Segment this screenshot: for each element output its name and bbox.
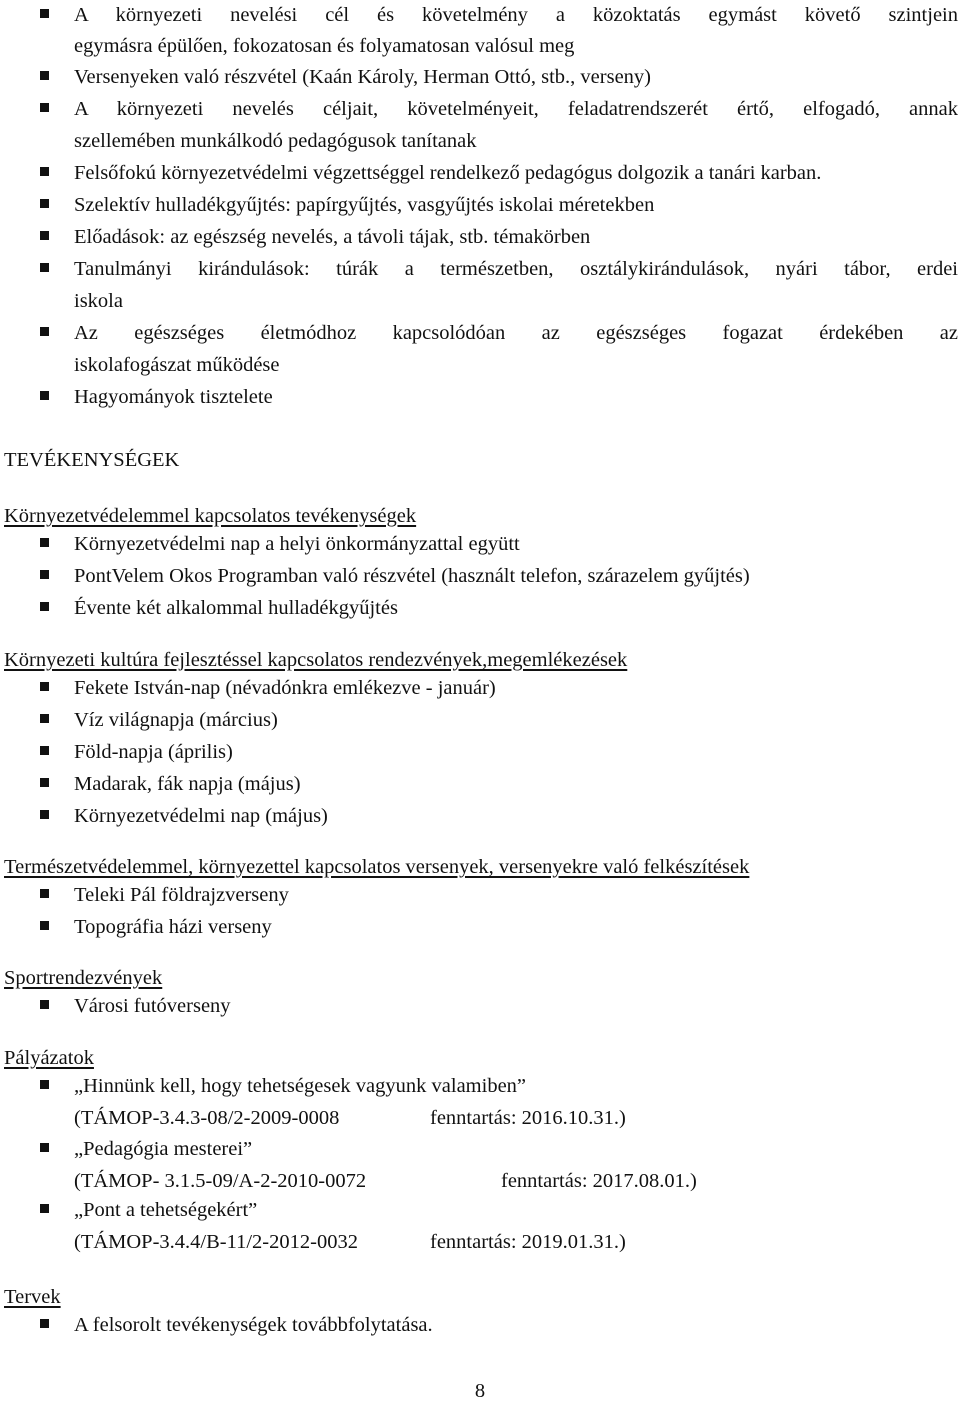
grant-code: (TÁMOP-3.4.4/B-11/2-2012-0032: [74, 1231, 358, 1253]
grant-code: (TÁMOP-3.4.3-08/2-2009-0008: [74, 1107, 340, 1129]
list-item: A felsorolt tevékenységek továbbfolytatása.: [0, 1312, 960, 1344]
list-item: [0, 224, 960, 256]
subsection-title: Környezeti kultúra fejlesztéssel kapcsolatos rendezvények,megemlékezések: [4, 649, 628, 671]
subsection-title: Pályázatok: [4, 1047, 94, 1069]
list-item: [0, 64, 960, 96]
grant-code: (TÁMOP- 3.1.5-09/A-2-2010-0072: [74, 1170, 367, 1192]
list-item: Víz világnapja (március): [0, 707, 960, 739]
list-item: Környezetvédelmi nap a helyi önkormányzattal együtt: [0, 531, 960, 563]
bullet-icon: [40, 9, 49, 18]
grant-name: „Hinnünk kell, hogy tehetségesek vagyunk valamiben”: [74, 1075, 527, 1097]
list-item-continuation: szellemében munkálkodó pedagógusok tanítanak: [74, 130, 477, 152]
list-item: Városi futóverseny: [0, 993, 960, 1025]
page-number: 8: [474, 1380, 486, 1402]
grant-deadline: fenntartás: 2019.01.31.): [430, 1231, 626, 1253]
subsection-title: Természetvédelemmel, környezettel kapcsolatos versenyek, versenyekre való felkészítések: [4, 856, 750, 878]
list-item: Fekete István-nap (névadónkra emlékezve - január): [0, 675, 960, 707]
list-item: [0, 384, 960, 416]
list-item: [0, 256, 960, 288]
bullet-icon: [40, 889, 49, 898]
bullet-icon: [40, 167, 49, 176]
bullet-icon: [40, 199, 49, 208]
list-item-text: Tanulmányi kirándulások: túrák a természetben, osztálykirándulások, nyári tábor, erdei: [74, 258, 958, 280]
grant-name: „Pedagógia mesterei”: [74, 1138, 253, 1160]
list-item-text: A környezeti nevelési cél és követelmény a közoktatás egymást követő szintjein: [74, 4, 958, 26]
grant-item: [0, 1197, 960, 1229]
grant-deadline: fenntartás: 2016.10.31.): [430, 1107, 626, 1129]
list-item: [0, 96, 960, 128]
bullet-icon: [40, 263, 49, 272]
list-item-continuation: iskolafogászat működése: [74, 354, 280, 376]
list-item: Teleki Pál földrajzverseny: [0, 882, 960, 914]
bullet-icon: [40, 1319, 49, 1328]
grant-details: [0, 1168, 960, 1200]
bullet-icon: [40, 1080, 49, 1089]
list-item-text: Szelektív hulladékgyűjtés: papírgyűjtés, vasgyűjtés iskolai méretekben: [74, 194, 655, 216]
list-item-text: Előadások: az egészség nevelés, a távoli tájak, stb. témakörben: [74, 226, 591, 248]
list-item-continuation: iskola: [74, 290, 123, 312]
grant-item: [0, 1073, 960, 1105]
section-title: TEVÉKENYSÉGEK: [4, 449, 180, 471]
bullet-icon: [40, 391, 49, 400]
bullet-icon: [40, 602, 49, 611]
bullet-icon: [40, 778, 49, 787]
bullet-icon: [40, 810, 49, 819]
list-item: PontVelem Okos Programban való részvétel (használt telefon, szárazelem gyűjtés): [0, 563, 960, 595]
list-item: Topográfia házi verseny: [0, 914, 960, 946]
grant-item: [0, 1136, 960, 1168]
list-item-text: Az egészséges életmódhoz kapcsolódóan az egészséges fogazat érdekében az: [74, 322, 958, 344]
list-item: [0, 192, 960, 224]
bullet-icon: [40, 570, 49, 579]
grant-name: „Pont a tehetségekért”: [74, 1199, 258, 1221]
list-item-text: Versenyeken való részvétel (Kaán Károly, Herman Ottó, stb., verseny): [74, 66, 652, 88]
list-item: [0, 160, 960, 192]
list-item: [0, 2, 960, 34]
bullet-icon: [40, 1000, 49, 1009]
list-item: Évente két alkalommal hulladékgyűjtés: [0, 595, 960, 627]
list-item: Föld-napja (április): [0, 739, 960, 771]
bullet-icon: [40, 327, 49, 336]
bullet-icon: [40, 746, 49, 755]
subsection-title: Környezetvédelemmel kapcsolatos tevékenységek: [4, 505, 417, 527]
grant-details: [0, 1105, 960, 1137]
list-item-text: Felsőfokú környezetvédelmi végzettséggel rendelkező pedagógus dolgozik a tanári karban.: [74, 162, 822, 184]
bullet-icon: [40, 1143, 49, 1152]
list-item-text: Hagyományok tisztelete: [74, 386, 273, 408]
bullet-icon: [40, 538, 49, 547]
bullet-icon: [40, 71, 49, 80]
grant-deadline: fenntartás: 2017.08.01.): [501, 1170, 697, 1192]
subsection-title: Sportrendezvények: [4, 967, 163, 989]
grant-details: [0, 1229, 960, 1261]
list-item: Madarak, fák napja (május): [0, 771, 960, 803]
list-item-continuation: egymásra épülően, fokozatosan és folyamatosan valósul meg: [74, 35, 575, 57]
bullet-icon: [40, 231, 49, 240]
list-item: Környezetvédelmi nap (május): [0, 803, 960, 835]
bullet-icon: [40, 682, 49, 691]
bullet-icon: [40, 714, 49, 723]
subsection-title: Tervek: [4, 1286, 61, 1308]
list-item: [0, 320, 960, 352]
list-item-text: A környezeti nevelés céljait, követelményeit, feladatrendszerét értő, elfogadó, annak: [74, 98, 958, 120]
bullet-icon: [40, 1204, 49, 1213]
bullet-icon: [40, 103, 49, 112]
bullet-icon: [40, 921, 49, 930]
